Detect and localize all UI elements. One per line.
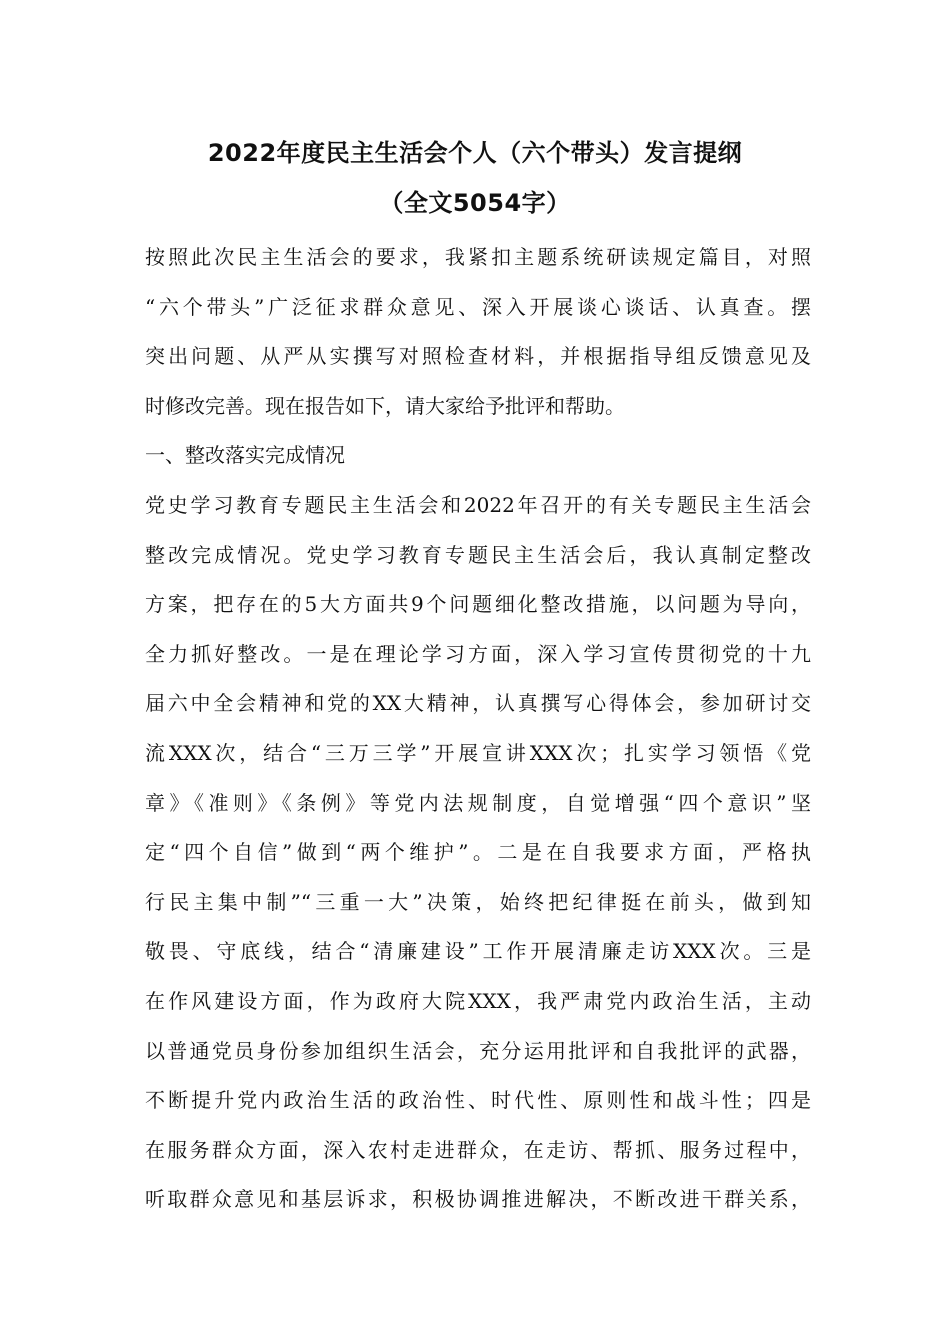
section-line: 章》《准则》《条例》等党内法规制度，自觉增强“四个意识”坚 — [145, 790, 811, 815]
section-line: 在服务群众方面，深入农村走进群众，在走访、帮抓、服务过程中， — [145, 1137, 811, 1162]
intro-line: 突出问题、从严从实撰写对照检查材料，并根据指导组反馈意见及 — [145, 344, 811, 369]
section-line: 定“四个自信”做到“两个维护”。二是在自我要求方面，严格执 — [145, 840, 811, 865]
section-line: 在作风建设方面，作为政府大院XXX，我严肃党内政治生活，主动 — [145, 988, 811, 1013]
section-line: 方案，把存在的5大方面共9个问题细化整改措施，以问题为导向， — [145, 592, 811, 617]
section-line: 不断提升党内政治生活的政治性、时代性、原则性和战斗性；四是 — [145, 1088, 811, 1113]
section-line: 以普通党员身份参加组织生活会，充分运用批评和自我批评的武器， — [145, 1038, 811, 1063]
intro-line: “六个带头”广泛征求群众意见、深入开展谈心谈话、认真查。摆 — [145, 294, 811, 319]
section-line: 流XXX次，结合“三万三学”开展宣讲XXX次；扎实学习领悟《党 — [145, 740, 811, 765]
section-line: 党史学习教育专题民主生活会和2022年召开的有关专题民主生活会 — [145, 492, 811, 517]
intro-line: 按照此次民主生活会的要求，我紧扣主题系统研读规定篇目，对照 — [145, 245, 811, 269]
section-line: 行民主集中制”“三重一大”决策，始终把纪律挺在前头，做到知 — [145, 889, 811, 914]
section-heading: 一、整改落实完成情况 — [145, 443, 345, 468]
intro-line: 时修改完善。现在报告如下，请大家给予批评和帮助。 — [145, 393, 625, 418]
section-line: 整改完成情况。党史学习教育专题民主生活会后，我认真制定整改 — [145, 542, 811, 567]
document-title: 2022年度民主生活会个人（六个带头）发言提纲 — [207, 139, 743, 167]
document-subtitle: （全文5054字） — [379, 189, 571, 217]
section-line: 全力抓好整改。一是在理论学习方面，深入学习宣传贯彻党的十九 — [145, 641, 811, 666]
document-body — [145, 233, 811, 1225]
section-line: 届六中全会精神和党的XX大精神，认真撰写心得体会，参加研讨交 — [145, 691, 811, 716]
section-line: 敬畏、守底线，结合“清廉建设”工作开展清廉走访XXX次。三是 — [145, 939, 811, 964]
section-line: 听取群众意见和基层诉求，积极协调推进解决，不断改进干群关系， — [145, 1187, 811, 1212]
